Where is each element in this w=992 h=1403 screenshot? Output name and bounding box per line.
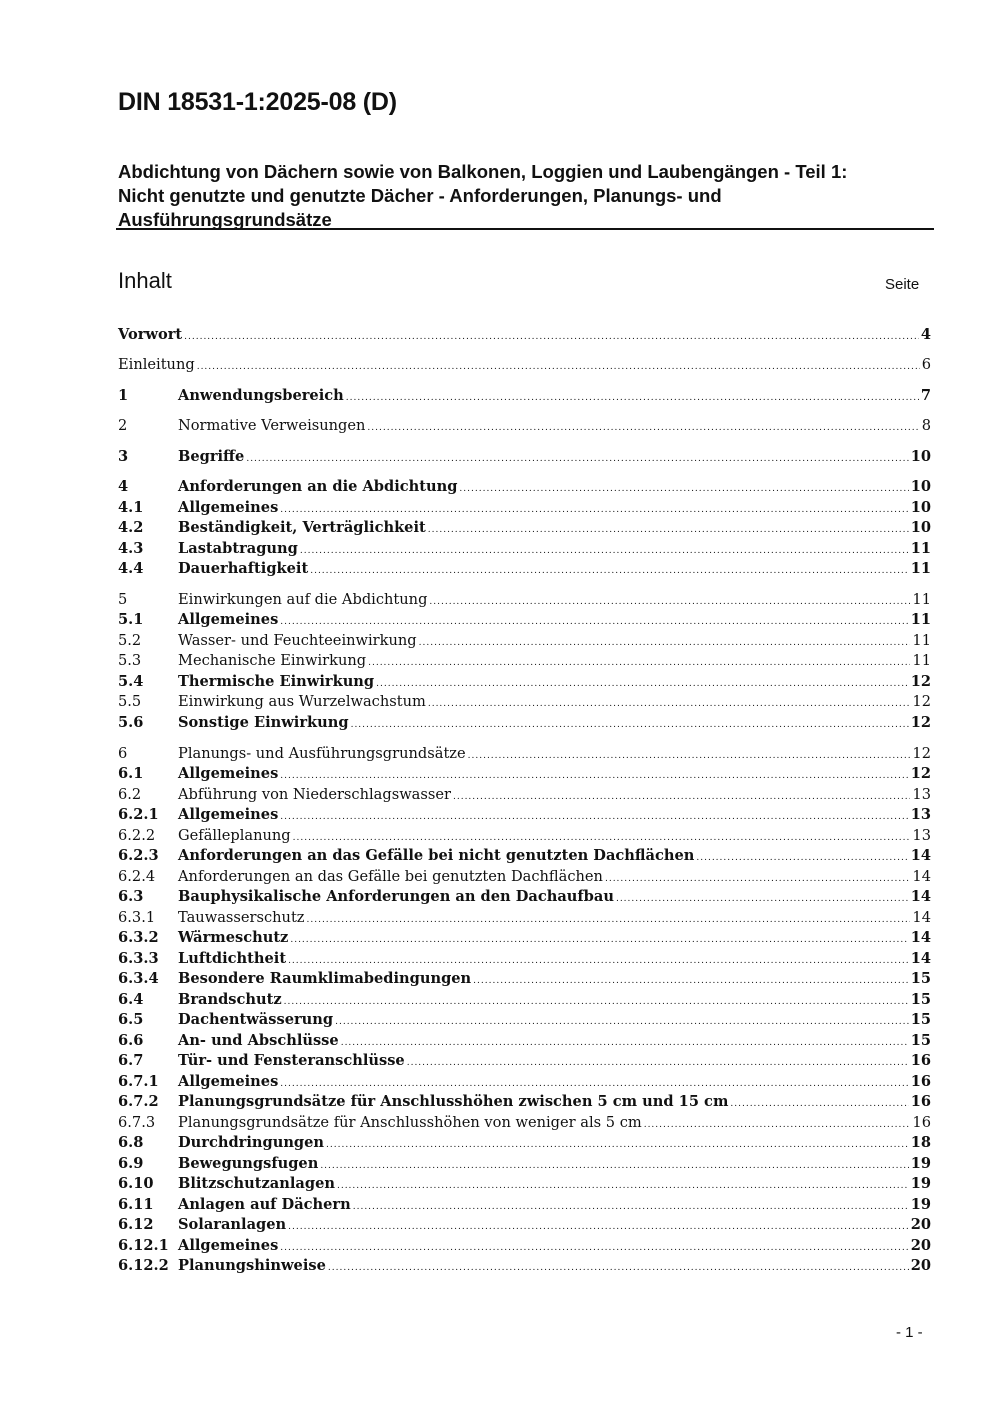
document-title: DIN 18531-1:2025-08 (D) — [118, 88, 397, 116]
toc-entry[interactable] — [118, 1010, 931, 1030]
dot-leader — [320, 1156, 908, 1176]
toc-entry[interactable] — [118, 1236, 931, 1256]
toc-entry-page: 18 — [910, 1134, 931, 1151]
toc-entry-page: 20 — [910, 1237, 931, 1254]
toc-entry-page: 14 — [910, 888, 931, 905]
toc-entry-page: 16 — [910, 1073, 931, 1090]
dot-leader — [605, 869, 910, 889]
toc-entry-number: 6.2 — [118, 786, 142, 803]
dot-leader — [280, 766, 908, 786]
toc-entry-number: 6.3 — [118, 888, 144, 905]
toc-entry[interactable] — [118, 325, 931, 345]
toc-entry-number: 4 — [118, 478, 129, 495]
toc-entry-number: 4.4 — [118, 560, 144, 577]
toc-entry[interactable] — [118, 867, 931, 887]
toc-entry[interactable] — [118, 1092, 931, 1112]
dot-leader — [376, 674, 909, 694]
dot-leader — [293, 828, 911, 848]
toc-entry[interactable] — [118, 386, 931, 406]
toc-entry-number: 5.1 — [118, 611, 144, 628]
toc-entry-number: 5.4 — [118, 673, 144, 690]
subtitle-line: Ausführungsgrundsätze — [118, 209, 332, 230]
toc-entry[interactable] — [118, 1051, 931, 1071]
toc-entry-title: Solaranlagen — [178, 1216, 287, 1233]
toc-entry-page: 7 — [920, 387, 931, 404]
toc-entry-title: Thermische Einwirkung — [178, 673, 375, 690]
toc-entry-number: 6.7.3 — [118, 1114, 156, 1131]
toc-entry-title: Planungsgrundsätze für Anschlusshöhen zwischen 5 cm und 15 cm — [178, 1093, 729, 1110]
toc-entry[interactable] — [118, 1113, 931, 1133]
dot-leader — [310, 561, 908, 581]
toc-entry[interactable] — [118, 805, 931, 825]
toc-entry[interactable] — [118, 416, 931, 436]
toc-entry-number: 6.2.4 — [118, 868, 156, 885]
toc-entry[interactable] — [118, 990, 931, 1010]
toc-entry-page: 20 — [910, 1216, 931, 1233]
toc-entry[interactable] — [118, 928, 931, 948]
toc-entry-title: Bauphysikalische Anforderungen an den Dachaufbau — [178, 888, 614, 905]
dot-leader — [351, 715, 909, 735]
dot-leader — [616, 889, 909, 909]
toc-entry-number: 6 — [118, 745, 128, 762]
toc-entry-title: Dachentwässerung — [178, 1011, 334, 1028]
dot-leader — [468, 746, 911, 766]
toc-entry-number: 5.5 — [118, 693, 142, 710]
page-column-label: Seite — [885, 276, 920, 293]
dot-leader — [419, 633, 911, 653]
toc-entry-page: 11 — [910, 560, 931, 577]
dot-leader — [428, 694, 911, 714]
toc-entry-number: 6.2.1 — [118, 806, 159, 823]
toc-entry-number: 6.4 — [118, 991, 144, 1008]
toc-entry-number: 4.2 — [118, 519, 144, 536]
page-number: - 1 - — [896, 1324, 923, 1341]
dot-leader — [353, 1197, 909, 1217]
toc-entry[interactable] — [118, 498, 931, 518]
toc-entry-title: Gefälleplanung — [178, 827, 291, 844]
toc-entry-title: Allgemeines — [178, 1073, 279, 1090]
toc-entry-number: 6.3.3 — [118, 950, 159, 967]
toc-entry-number: 5.6 — [118, 714, 144, 731]
toc-entry-page: 11 — [912, 591, 931, 608]
toc-entry-title: Wärmeschutz — [178, 929, 289, 946]
toc-entry-page: 14 — [912, 909, 931, 926]
toc-entry-page: 11 — [912, 632, 931, 649]
toc-entry-title: Allgemeines — [178, 611, 279, 628]
toc-entry-page: 19 — [910, 1155, 931, 1172]
toc-entry[interactable] — [118, 651, 931, 671]
toc-entry-page: 15 — [910, 991, 931, 1008]
toc-entry[interactable] — [118, 846, 931, 866]
toc-entry[interactable] — [118, 539, 931, 559]
toc-entry-page: 11 — [910, 540, 931, 557]
toc-entry-number: 6.11 — [118, 1196, 154, 1213]
dot-leader — [288, 1217, 909, 1237]
toc-entry-title: Anforderungen an das Gefälle bei genutzten Dachflächen — [178, 868, 603, 885]
dot-leader — [459, 479, 908, 499]
dot-leader — [368, 653, 910, 673]
toc-entry-number: 6.3.4 — [118, 970, 159, 987]
toc-entry-title: Anlagen auf Dächern — [178, 1196, 351, 1213]
toc-entry-page: 14 — [910, 929, 931, 946]
toc-entry-number: 6.3.2 — [118, 929, 159, 946]
toc-entry-number: 5.2 — [118, 632, 142, 649]
dot-leader — [326, 1135, 909, 1155]
toc-entry-number: 6.2.3 — [118, 847, 159, 864]
dot-leader — [696, 848, 908, 868]
toc-entry-page: 15 — [910, 970, 931, 987]
toc-entry-number: 5 — [118, 591, 128, 608]
toc-entry-page: 10 — [910, 519, 931, 536]
toc-entry-number: 6.12.1 — [118, 1237, 169, 1254]
toc-entry[interactable] — [118, 672, 931, 692]
toc-entry-title: Normative Verweisungen — [178, 417, 366, 434]
toc-entry-title: Lastabtragung — [178, 540, 298, 557]
toc-entry[interactable] — [118, 826, 931, 846]
toc-entry-number: 6.10 — [118, 1175, 154, 1192]
toc-entry-page: 8 — [921, 417, 931, 434]
toc-entry-page: 13 — [910, 806, 931, 823]
toc-entry-page: 12 — [910, 714, 931, 731]
toc-entry-number: 6.7.1 — [118, 1073, 159, 1090]
toc-entry-title: Planungsgrundsätze für Anschlusshöhen von weniger als 5 cm — [178, 1114, 642, 1131]
toc-entry-number: 6.12.2 — [118, 1257, 169, 1274]
toc-entry[interactable] — [118, 1133, 931, 1153]
toc-entry[interactable] — [118, 559, 931, 579]
toc-entry-number: 6.5 — [118, 1011, 144, 1028]
toc-entry-title: Tauwasserschutz — [178, 909, 305, 926]
toc-entry[interactable] — [118, 949, 931, 969]
toc-entry-title: Brandschutz — [178, 991, 282, 1008]
toc-entry-title: Bewegungsfugen — [178, 1155, 319, 1172]
toc-entry-title: Einwirkung aus Wurzelwachstum — [178, 693, 426, 710]
dot-leader — [346, 388, 919, 408]
dot-leader — [280, 500, 908, 520]
dot-leader — [284, 992, 909, 1012]
toc-entry-number: 3 — [118, 448, 129, 465]
subtitle-line: Abdichtung von Dächern sowie von Balkonen, Loggien und Laubengängen - Teil 1: — [118, 161, 848, 182]
toc-entry-page: 15 — [910, 1011, 931, 1028]
toc-entry-title: Tür- und Fensteranschlüsse — [178, 1052, 405, 1069]
toc-entry[interactable] — [118, 590, 931, 610]
toc-entry-page: 11 — [912, 652, 931, 669]
toc-entry-number: 6.8 — [118, 1134, 144, 1151]
toc-entry-title: Mechanische Einwirkung — [178, 652, 367, 669]
toc-entry[interactable] — [118, 518, 931, 538]
toc-entry[interactable] — [118, 447, 931, 467]
toc-entry[interactable] — [118, 713, 931, 733]
toc-entry-title: Beständigkeit, Verträglichkeit — [178, 519, 426, 536]
toc-entry-page: 11 — [910, 611, 931, 628]
toc-entry-title: Abführung von Niederschlagswasser — [178, 786, 451, 803]
dot-leader — [473, 971, 909, 991]
toc-entry-title: Einwirkungen auf die Abdichtung — [178, 591, 428, 608]
toc-entry-page: 13 — [912, 786, 931, 803]
toc-entry[interactable] — [118, 1154, 931, 1174]
dot-leader — [328, 1258, 909, 1278]
toc-entry-page: 19 — [910, 1196, 931, 1213]
toc-entry-number: 6.7 — [118, 1052, 144, 1069]
subtitle-line: Nicht genutzte und genutzte Dächer - Anforderungen, Planungs- und — [118, 185, 722, 206]
toc-entry-title: Allgemeines — [178, 806, 279, 823]
toc-entry-title: Allgemeines — [178, 1237, 279, 1254]
toc-entry-page: 6 — [921, 356, 931, 373]
dot-leader — [429, 592, 910, 612]
dot-leader — [644, 1115, 911, 1135]
toc-entry-page: 10 — [910, 448, 931, 465]
toc-entry-title: Besondere Raumklimabedingungen — [178, 970, 472, 987]
toc-entry-number: 6.3.1 — [118, 909, 156, 926]
dot-leader — [280, 807, 908, 827]
dot-leader — [184, 327, 919, 347]
toc-entry[interactable] — [118, 969, 931, 989]
toc-entry[interactable] — [118, 1031, 931, 1051]
toc-entry-title: Anwendungsbereich — [178, 387, 344, 404]
dot-leader — [307, 910, 911, 930]
toc-entry-number: 1 — [118, 387, 129, 404]
toc-entry[interactable] — [118, 744, 931, 764]
toc-entry[interactable] — [118, 764, 931, 784]
toc-entry-title: Durchdringungen — [178, 1134, 325, 1151]
dot-leader — [290, 930, 908, 950]
toc-entry-page: 12 — [910, 765, 931, 782]
dot-leader — [197, 357, 920, 377]
toc-entry-page: 12 — [912, 693, 931, 710]
toc-entry-page: 13 — [912, 827, 931, 844]
toc-entry-page: 19 — [910, 1175, 931, 1192]
toc-entry-page: 10 — [910, 499, 931, 516]
toc-entry-title: Vorwort — [118, 326, 183, 343]
toc-entry-number: 6.9 — [118, 1155, 144, 1172]
toc-entry-number: 6.6 — [118, 1032, 144, 1049]
toc-entry[interactable] — [118, 785, 931, 805]
dot-leader — [730, 1094, 908, 1114]
toc-entry[interactable] — [118, 692, 931, 712]
title-divider — [116, 228, 934, 230]
toc-entry[interactable] — [118, 1195, 931, 1215]
toc-entry-number: 2 — [118, 417, 128, 434]
dot-leader — [453, 787, 910, 807]
toc-entry-title: Anforderungen an das Gefälle bei nicht genutzten Dachflächen — [178, 847, 695, 864]
dot-leader — [280, 612, 908, 632]
toc-entry[interactable] — [118, 908, 931, 928]
toc-entry-number: 5.3 — [118, 652, 142, 669]
toc-entry-title: Planungshinweise — [178, 1257, 326, 1274]
toc-entry-number: 6.1 — [118, 765, 144, 782]
dot-leader — [280, 1074, 908, 1094]
dot-leader — [367, 418, 919, 438]
toc-entry[interactable] — [118, 1072, 931, 1092]
toc-entry-page: 14 — [912, 868, 931, 885]
toc-entry[interactable] — [118, 887, 931, 907]
dot-leader — [246, 449, 908, 469]
toc-entry[interactable] — [118, 1215, 931, 1235]
toc-entry-number: 4.3 — [118, 540, 144, 557]
toc-entry-title: Allgemeines — [178, 765, 279, 782]
document-subtitle — [118, 160, 933, 232]
toc-entry[interactable] — [118, 1174, 931, 1194]
toc-entry-title: Blitzschutzanlagen — [178, 1175, 335, 1192]
toc-entry-page: 14 — [910, 847, 931, 864]
toc-entry-page: 4 — [920, 326, 931, 343]
toc-entry-title: Sonstige Einwirkung — [178, 714, 349, 731]
dot-leader — [288, 951, 909, 971]
toc-entry-page: 12 — [912, 745, 931, 762]
toc-entry[interactable] — [118, 355, 931, 375]
toc-entry[interactable] — [118, 610, 931, 630]
toc-entry-page: 20 — [910, 1257, 931, 1274]
dot-leader — [335, 1012, 909, 1032]
toc-entry-title: Dauerhaftigkeit — [178, 560, 309, 577]
toc-entry-page: 12 — [910, 673, 931, 690]
toc-entry-title: Allgemeines — [178, 499, 279, 516]
dot-leader — [407, 1053, 909, 1073]
toc-entry-page: 16 — [910, 1052, 931, 1069]
dot-leader — [280, 1238, 908, 1258]
toc-entry-title: Wasser- und Feuchteeinwirkung — [178, 632, 417, 649]
toc-entry-page: 16 — [912, 1114, 931, 1131]
toc-entry-number: 6.7.2 — [118, 1093, 159, 1110]
toc-entry-title: Begriffe — [178, 448, 245, 465]
toc-entry-title: Planungs- und Ausführungsgrundsätze — [178, 745, 466, 762]
dot-leader — [341, 1033, 909, 1053]
dot-leader — [300, 541, 909, 561]
dot-leader — [337, 1176, 909, 1196]
toc-entry-number: 6.2.2 — [118, 827, 156, 844]
toc-entry[interactable] — [118, 1256, 931, 1276]
toc-entry-number: 6.12 — [118, 1216, 154, 1233]
toc-heading: Inhalt — [118, 268, 172, 293]
toc-entry-page: 10 — [910, 478, 931, 495]
toc-entry-title: Luftdichtheit — [178, 950, 287, 967]
toc-entry[interactable] — [118, 631, 931, 651]
toc-entry-page: 14 — [910, 950, 931, 967]
toc-entry-title: An- und Abschlüsse — [178, 1032, 339, 1049]
toc-entry-title: Anforderungen an die Abdichtung — [178, 478, 458, 495]
toc-entry-title: Einleitung — [118, 356, 195, 373]
toc-entry-page: 15 — [910, 1032, 931, 1049]
dot-leader — [428, 520, 909, 540]
toc-entry-page: 16 — [910, 1093, 931, 1110]
toc-entry[interactable] — [118, 477, 931, 497]
toc-entry-number: 4.1 — [118, 499, 144, 516]
